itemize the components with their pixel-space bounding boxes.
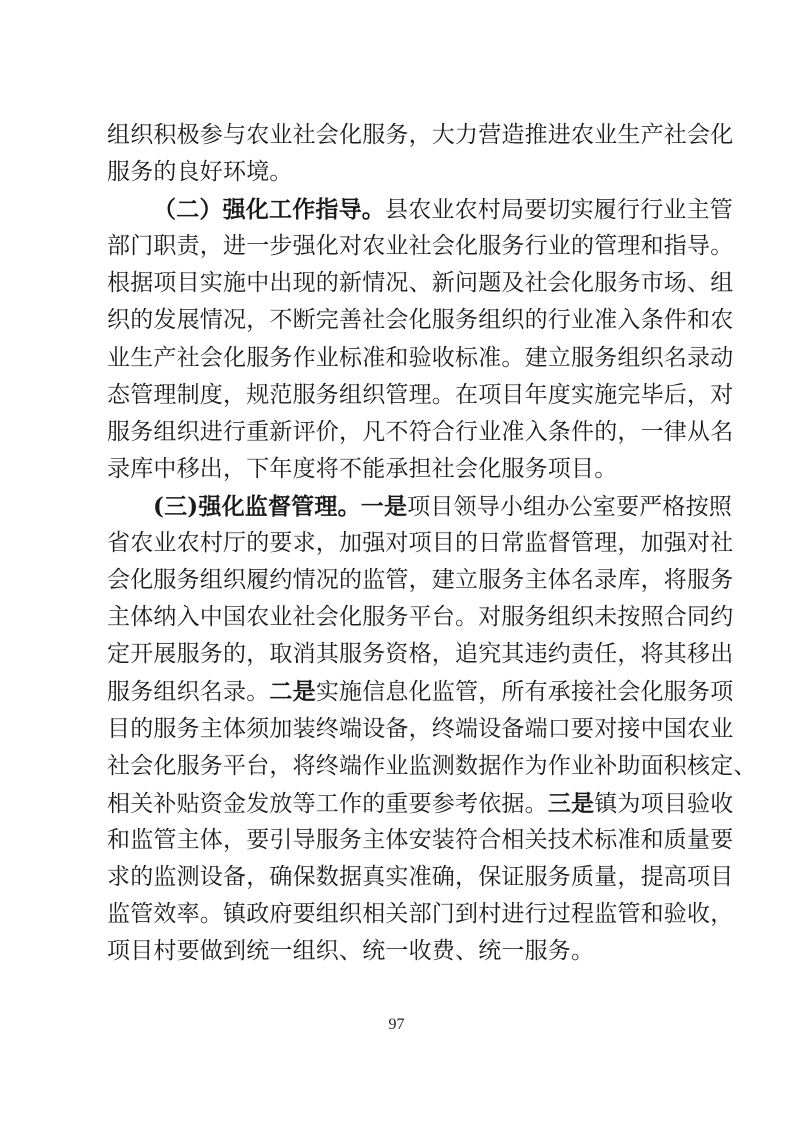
paragraph-first-line [107, 191, 733, 228]
text-run: 项目领导小组办公室要严格按照 [407, 493, 732, 520]
text-line: 求的监测设备，确保数据真实准确，保证服务质量，提高项目 [107, 863, 734, 890]
body-text [107, 117, 757, 970]
text-line: 组织积极参与农业社会化服务，大力营造推进农业生产社会化 [107, 122, 734, 148]
section-heading: （二）强化工作指导。 [153, 196, 385, 224]
text-line: 定开展服务的，取消其服务资格，追究其违约责任，将其移出 [107, 641, 734, 668]
paragraph-first-line [107, 488, 732, 525]
text-run: 县农业农村局要切实履行行业主管 [385, 197, 733, 224]
text-line: 服务的良好环境。 [107, 159, 293, 186]
section-heading: (三)强化监督管理。 [153, 492, 361, 520]
list-marker: 三是 [547, 789, 595, 817]
text-line: 织的发展情况，不断完善社会化服务组织的行业准入条件和农 [107, 307, 734, 334]
text-line: 会化服务组织履约情况的监管，建立服务主体名录库，将服务 [107, 567, 734, 594]
text-line [107, 785, 734, 822]
text-run: 服务组织名录。 [107, 679, 270, 706]
text-line: 业生产社会化服务作业标准和验收标准。建立服务组织名录动 [107, 344, 734, 371]
text-line: 目的服务主体须加装终端设备，终端设备端口要对接中国农业 [107, 715, 734, 742]
text-line: 项目村要做到统一组织、统一收费、统一服务。 [107, 938, 595, 965]
text-line: 录库中移出，下年度将不能承担社会化服务项目。 [107, 455, 618, 482]
text-line: 和监管主体，要引导服务主体安装符合相关技术标准和质量要 [107, 826, 734, 853]
text-line: 根据项目实施中出现的新情况、新问题及社会化服务市场、组 [107, 270, 734, 297]
text-run: 实施信息化监管，所有承接社会化服务项 [315, 679, 734, 706]
text-line: 态管理制度，规范服务组织管理。在项目年度实施完毕后，对 [107, 381, 734, 408]
text-run: 相关补贴资金发放等工作的重要参考依据。 [107, 790, 548, 817]
text-line: 服务组织进行重新评价，凡不符合行业准入条件的，一律从名 [107, 418, 734, 445]
page-number: 97 [388, 1016, 405, 1033]
text-run: 镇为项目验收 [594, 790, 734, 817]
text-line [107, 673, 734, 710]
list-marker: 一是 [360, 492, 408, 520]
list-marker: 二是 [269, 678, 316, 706]
text-line: 社会化服务平台，将终端作业监测数据作为作业补助面积核定、 [107, 752, 757, 779]
text-line: 部门职责，进一步强化对农业社会化服务行业的管理和指导。 [107, 233, 734, 260]
text-line: 省农业农村厅的要求，加强对项目的日常监督管理，加强对社 [107, 530, 734, 557]
text-line: 监管效率。镇政府要组织相关部门到村进行过程监管和验收， [107, 900, 734, 927]
text-line: 主体纳入中国农业社会化服务平台。对服务组织未按照合同约 [107, 604, 734, 631]
